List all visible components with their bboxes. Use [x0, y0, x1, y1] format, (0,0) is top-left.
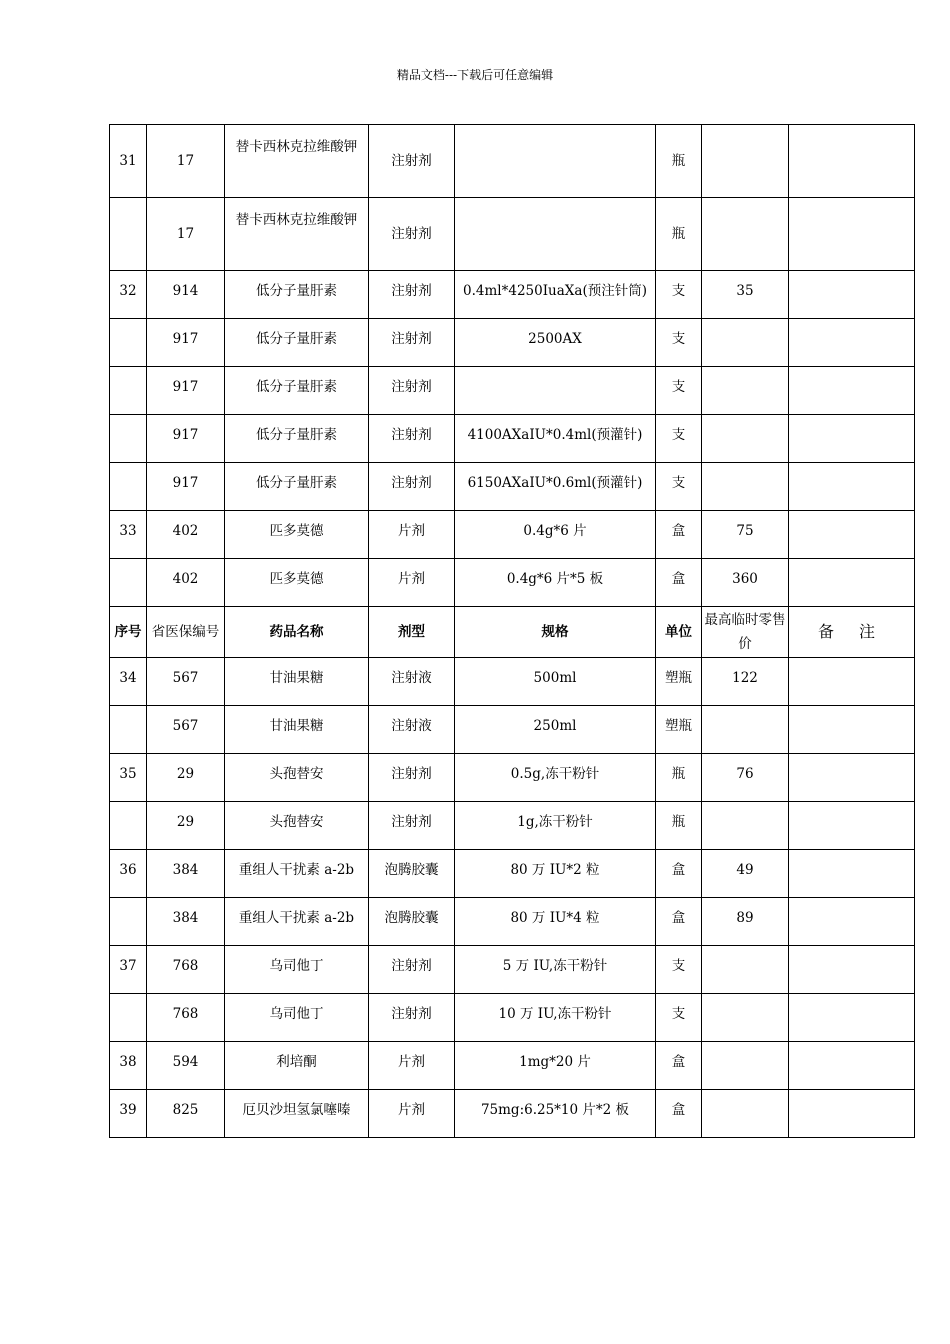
cell-seq: 34 [110, 658, 147, 706]
cell-form: 注射剂 [369, 271, 455, 319]
cell-code: 825 [147, 1090, 225, 1138]
cell-form: 泡腾胶囊 [369, 898, 455, 946]
cell-name: 低分子量肝素 [225, 319, 369, 367]
cell-unit: 瓶 [656, 754, 702, 802]
cell-name: 重组人干扰素 a-2b [225, 898, 369, 946]
table-row [110, 415, 915, 463]
cell-name: 头孢替安 [225, 802, 369, 850]
cell-price [702, 415, 789, 463]
table-body-top [110, 125, 915, 607]
cell-note [789, 946, 915, 994]
cell-price [702, 802, 789, 850]
cell-code: 917 [147, 319, 225, 367]
cell-seq [110, 802, 147, 850]
cell-name: 乌司他丁 [225, 994, 369, 1042]
cell-price [702, 706, 789, 754]
table-row [110, 754, 915, 802]
cell-note [789, 511, 915, 559]
cell-spec: 6150AXaIU*0.6ml(预灌针) [455, 463, 656, 511]
table-header-row-group [110, 607, 915, 658]
cell-unit: 盒 [656, 898, 702, 946]
cell-seq [110, 559, 147, 607]
cell-unit: 盒 [656, 1090, 702, 1138]
cell-code: 384 [147, 850, 225, 898]
table-row [110, 994, 915, 1042]
cell-name: 利培酮 [225, 1042, 369, 1090]
cell-unit: 支 [656, 946, 702, 994]
cell-unit: 瓶 [656, 802, 702, 850]
cell-note [789, 463, 915, 511]
cell-spec: 80 万 IU*2 粒 [455, 850, 656, 898]
cell-spec: 2500AX [455, 319, 656, 367]
cell-unit: 盒 [656, 511, 702, 559]
cell-note [789, 850, 915, 898]
header-unit: 单位 [656, 607, 702, 658]
cell-name: 低分子量肝素 [225, 463, 369, 511]
cell-name: 甘油果糖 [225, 706, 369, 754]
cell-spec: 80 万 IU*4 粒 [455, 898, 656, 946]
cell-price: 49 [702, 850, 789, 898]
cell-code: 567 [147, 658, 225, 706]
cell-code: 29 [147, 754, 225, 802]
cell-code: 29 [147, 802, 225, 850]
page-header: 精品文档---下载后可任意编辑 [396, 68, 554, 82]
cell-spec [455, 125, 656, 198]
cell-code: 914 [147, 271, 225, 319]
cell-code: 402 [147, 511, 225, 559]
header-name: 药品名称 [225, 607, 369, 658]
cell-seq: 38 [110, 1042, 147, 1090]
cell-note [789, 898, 915, 946]
table-body-bottom [110, 658, 915, 1138]
cell-name: 低分子量肝素 [225, 271, 369, 319]
cell-unit: 支 [656, 271, 702, 319]
cell-spec: 1g,冻干粉针 [455, 802, 656, 850]
cell-unit: 盒 [656, 559, 702, 607]
cell-code: 402 [147, 559, 225, 607]
cell-price [702, 1042, 789, 1090]
cell-price: 75 [702, 511, 789, 559]
table-row [110, 125, 915, 198]
cell-name: 匹多莫德 [225, 559, 369, 607]
cell-unit: 支 [656, 415, 702, 463]
cell-seq [110, 463, 147, 511]
cell-name: 替卡西林克拉维酸钾 [225, 125, 369, 198]
cell-form: 注射剂 [369, 994, 455, 1042]
header-note: 备 注 [789, 607, 915, 658]
cell-form: 片剂 [369, 1090, 455, 1138]
cell-seq: 36 [110, 850, 147, 898]
cell-price: 89 [702, 898, 789, 946]
cell-note [789, 271, 915, 319]
cell-price [702, 198, 789, 271]
header-code: 省医保编号 [147, 607, 225, 658]
cell-name: 乌司他丁 [225, 946, 369, 994]
table-row [110, 946, 915, 994]
cell-price: 122 [702, 658, 789, 706]
cell-seq [110, 994, 147, 1042]
cell-unit: 塑瓶 [656, 658, 702, 706]
cell-seq [110, 415, 147, 463]
table-row [110, 1090, 915, 1138]
cell-name: 匹多莫德 [225, 511, 369, 559]
cell-code: 594 [147, 1042, 225, 1090]
cell-name: 重组人干扰素 a-2b [225, 850, 369, 898]
cell-spec: 500ml [455, 658, 656, 706]
cell-name: 甘油果糖 [225, 658, 369, 706]
table-row [110, 559, 915, 607]
cell-form: 片剂 [369, 511, 455, 559]
cell-form: 注射剂 [369, 415, 455, 463]
table-row [110, 319, 915, 367]
cell-unit: 瓶 [656, 198, 702, 271]
cell-form: 注射液 [369, 658, 455, 706]
cell-price: 76 [702, 754, 789, 802]
cell-spec: 5 万 IU,冻干粉针 [455, 946, 656, 994]
cell-code: 768 [147, 994, 225, 1042]
cell-form: 注射剂 [369, 319, 455, 367]
cell-seq [110, 319, 147, 367]
cell-note [789, 125, 915, 198]
drug-price-table [109, 124, 915, 1138]
cell-seq: 32 [110, 271, 147, 319]
cell-seq [110, 898, 147, 946]
cell-unit: 支 [656, 367, 702, 415]
cell-form: 注射剂 [369, 198, 455, 271]
cell-seq: 37 [110, 946, 147, 994]
cell-code: 567 [147, 706, 225, 754]
cell-note [789, 415, 915, 463]
cell-note [789, 1090, 915, 1138]
cell-seq [110, 198, 147, 271]
cell-spec: 0.5g,冻干粉针 [455, 754, 656, 802]
cell-spec: 0.4ml*4250IuaXa(预注针筒) [455, 271, 656, 319]
cell-code: 917 [147, 463, 225, 511]
cell-name: 头孢替安 [225, 754, 369, 802]
cell-note [789, 559, 915, 607]
cell-spec: 4100AXaIU*0.4ml(预灌针) [455, 415, 656, 463]
cell-name: 替卡西林克拉维酸钾 [225, 198, 369, 271]
cell-form: 注射剂 [369, 754, 455, 802]
cell-unit: 盒 [656, 1042, 702, 1090]
cell-unit: 盒 [656, 850, 702, 898]
cell-form: 注射剂 [369, 463, 455, 511]
cell-name: 低分子量肝素 [225, 367, 369, 415]
cell-unit: 支 [656, 319, 702, 367]
cell-spec [455, 198, 656, 271]
cell-price [702, 319, 789, 367]
cell-seq [110, 706, 147, 754]
header-price: 最高临时零售价 [702, 607, 789, 658]
cell-seq [110, 367, 147, 415]
cell-seq: 31 [110, 125, 147, 198]
table-row [110, 463, 915, 511]
cell-note [789, 1042, 915, 1090]
cell-name: 低分子量肝素 [225, 415, 369, 463]
cell-price [702, 125, 789, 198]
header-seq: 序号 [110, 607, 147, 658]
cell-form: 注射剂 [369, 125, 455, 198]
cell-price: 360 [702, 559, 789, 607]
cell-unit: 塑瓶 [656, 706, 702, 754]
cell-form: 片剂 [369, 1042, 455, 1090]
cell-note [789, 367, 915, 415]
cell-spec: 0.4g*6 片*5 板 [455, 559, 656, 607]
cell-seq: 35 [110, 754, 147, 802]
cell-form: 注射剂 [369, 367, 455, 415]
table-row [110, 706, 915, 754]
cell-name: 厄贝沙坦氢氯噻嗪 [225, 1090, 369, 1138]
cell-note [789, 994, 915, 1042]
table-header-row [110, 607, 915, 658]
cell-seq: 33 [110, 511, 147, 559]
cell-form: 泡腾胶囊 [369, 850, 455, 898]
cell-code: 917 [147, 367, 225, 415]
cell-note [789, 319, 915, 367]
cell-form: 片剂 [369, 559, 455, 607]
cell-spec: 75mg:6.25*10 片*2 板 [455, 1090, 656, 1138]
cell-note [789, 706, 915, 754]
cell-price [702, 367, 789, 415]
cell-unit: 支 [656, 994, 702, 1042]
cell-code: 384 [147, 898, 225, 946]
cell-form: 注射剂 [369, 802, 455, 850]
cell-spec [455, 367, 656, 415]
cell-note [789, 754, 915, 802]
cell-form: 注射剂 [369, 946, 455, 994]
cell-form: 注射液 [369, 706, 455, 754]
table-row [110, 367, 915, 415]
cell-unit: 瓶 [656, 125, 702, 198]
cell-code: 17 [147, 198, 225, 271]
cell-spec: 0.4g*6 片 [455, 511, 656, 559]
cell-unit: 支 [656, 463, 702, 511]
table-row [110, 511, 915, 559]
header-form: 剂型 [369, 607, 455, 658]
cell-spec: 10 万 IU,冻干粉针 [455, 994, 656, 1042]
cell-note [789, 802, 915, 850]
table-row [110, 898, 915, 946]
cell-price [702, 994, 789, 1042]
cell-note [789, 658, 915, 706]
cell-spec: 250ml [455, 706, 656, 754]
cell-code: 917 [147, 415, 225, 463]
cell-price [702, 1090, 789, 1138]
cell-price: 35 [702, 271, 789, 319]
header-spec: 规格 [455, 607, 656, 658]
cell-spec: 1mg*20 片 [455, 1042, 656, 1090]
cell-code: 768 [147, 946, 225, 994]
cell-price [702, 946, 789, 994]
cell-seq: 39 [110, 1090, 147, 1138]
table-row [110, 802, 915, 850]
table-row [110, 850, 915, 898]
cell-note [789, 198, 915, 271]
cell-price [702, 463, 789, 511]
table-row [110, 1042, 915, 1090]
table-row [110, 271, 915, 319]
cell-code: 17 [147, 125, 225, 198]
table-row [110, 658, 915, 706]
table-row [110, 198, 915, 271]
